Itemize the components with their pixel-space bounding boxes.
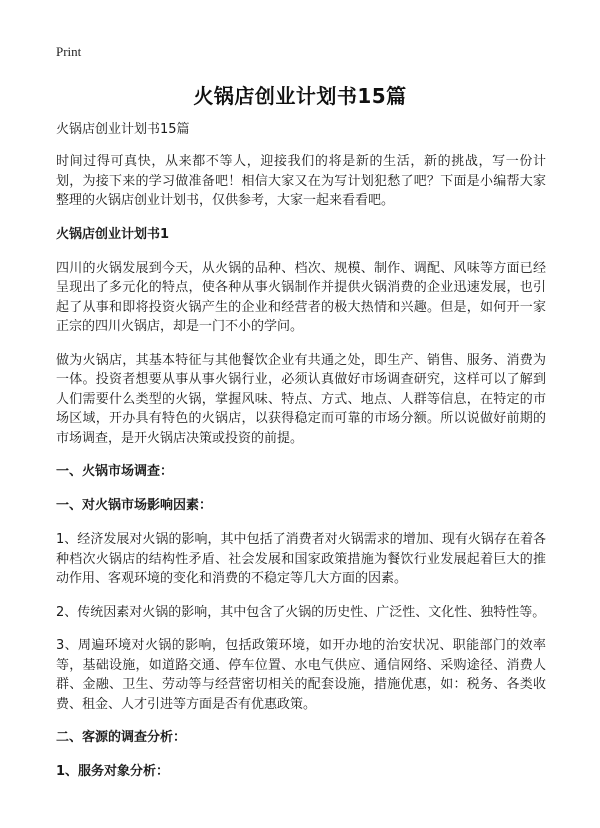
heading-customer-analysis: 二、客源的调查分析： bbox=[56, 730, 187, 745]
document-title: 火锅店创业计划书15篇 bbox=[193, 84, 407, 108]
document-subtitle: 火锅店创业计划书15篇 bbox=[56, 122, 190, 137]
paragraph-market-research: 做为火锅店，其基本特征与其他餐饮企业有共通之处，即生产、销售、服务、消费为一体。投资者想要从事从事火锅行业，必须认真做好市场调查研究，这样可以了解到人们需要什么类型的火锅，掌握风味、特点、方式、地点、人群等信息，在特定的市场区域，开办具有特色的火锅店，以获得稳定而可靠的市场分额。所以说做好前期的市场调查，是开火锅店决策或投资的前提。 bbox=[56, 352, 546, 446]
factor-environment: 3、周遍环境对火锅的影响，包括政策环境，如开办地的治安状况、职能部门的效率等，基础设施，如道路交通、停车位置、水电气供应、通信网络、采购途径、消费人群、金融、卫生、劳动等与经营密切相关的配套设施，措施优惠，如：税务、各类收费、租金、人才引进等方面是否有优惠政策。 bbox=[56, 638, 546, 712]
factor-traditional: 2、传统因素对火锅的影响，其中包含了火锅的历史性、广泛性、文化性、独特性等。 bbox=[56, 604, 546, 620]
paragraph-sichuan-hotpot: 四川的火锅发展到今天，从火锅的品种、档次、规模、制作、调配、风味等方面已经呈现出了多元化的特点，使各种从事火锅制作并提供火锅消费的企业迅速发展，也引起了从事和即将投资火锅产生的企业和经营者的极大热情和兴趣。但是，如何开一家正宗的四川火锅店，却是一门不小的学问。 bbox=[56, 260, 546, 334]
print-label: Print bbox=[56, 44, 82, 59]
intro-paragraph: 时间过得可真快，从来都不等人，迎接我们的将是新的生活，新的挑战，写一份计划，为接下来的学习做准备吧！相信大家又在为写计划犯愁了吧？下面是小编帮大家整理的火锅店创业计划书，仅供参考，大家一起来看看吧。 bbox=[56, 154, 546, 208]
heading-influence-factors: 一、对火锅市场影响因素： bbox=[56, 498, 213, 513]
heading-market-survey: 一、火锅市场调查： bbox=[56, 464, 174, 479]
heading-service-targets: 1、服务对象分析： bbox=[56, 764, 170, 779]
document-body bbox=[56, 120, 546, 796]
factor-economic: 1、经济发展对火锅的影响，其中包括了消费者对火锅需求的增加、现有火锅存在着各种档次火锅店的结构性矛盾、社会发展和国家政策措施为餐饮行业发展起着巨大的推动作用、客观环境的变化和消费的不稳定等几大方面的因素。 bbox=[56, 532, 546, 586]
section-heading-plan-1: 火锅店创业计划书1 bbox=[56, 226, 170, 242]
